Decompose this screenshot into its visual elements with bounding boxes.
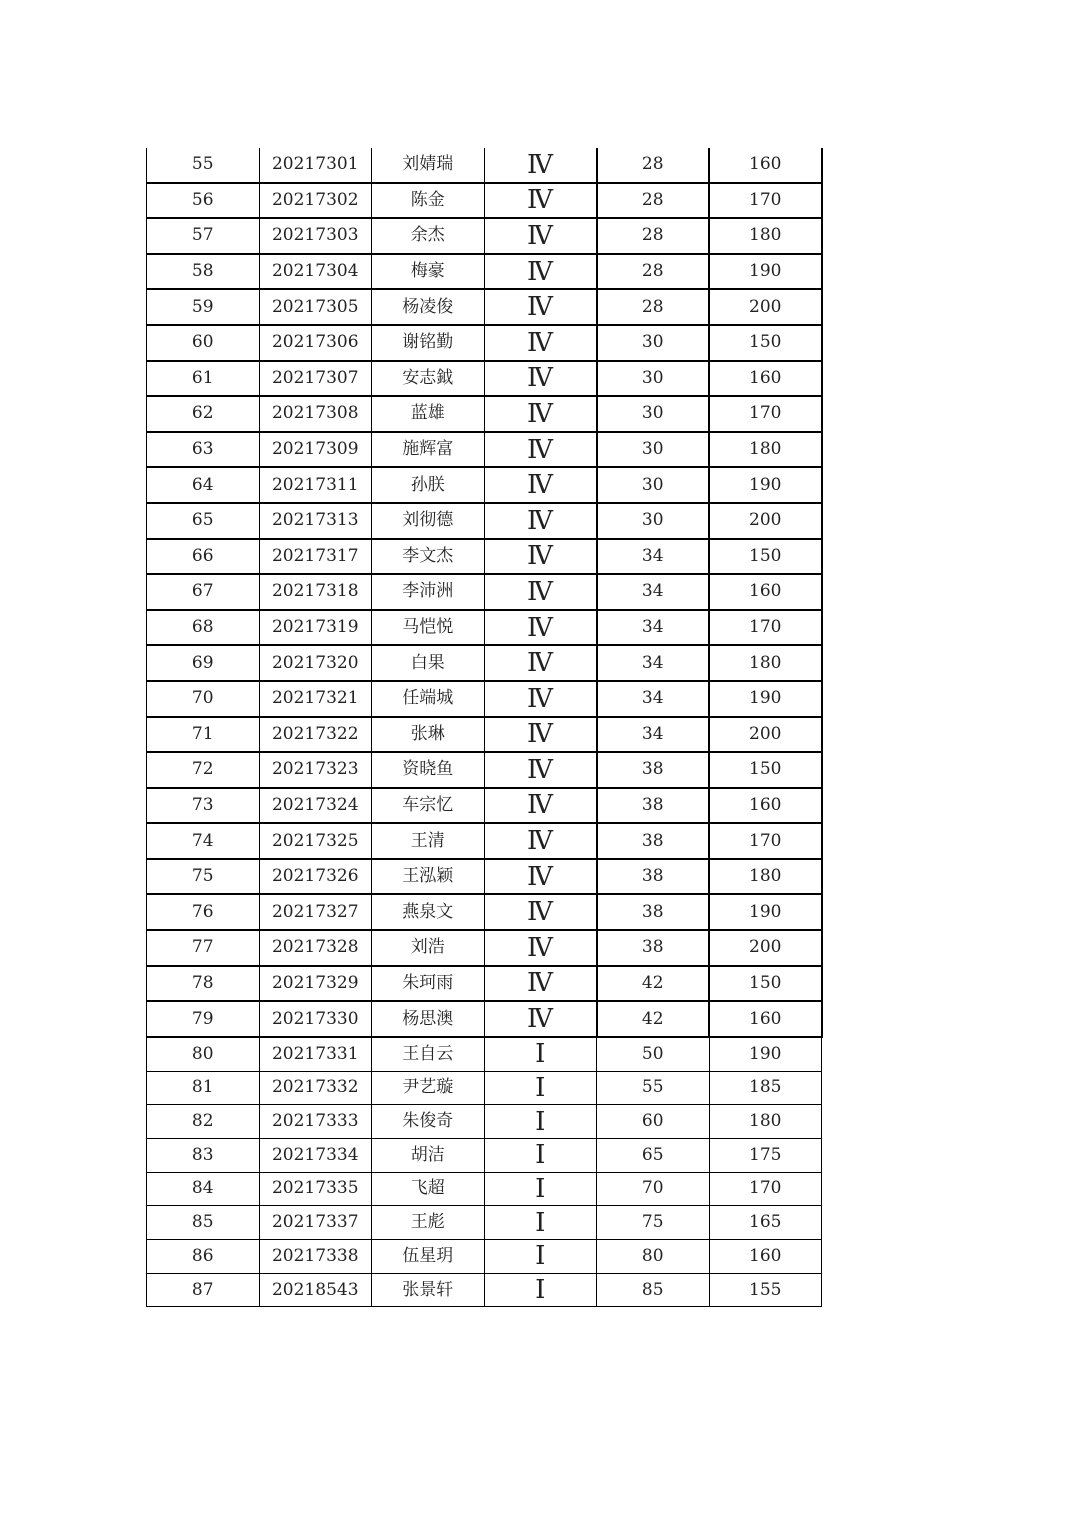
value-2-cell: 170	[709, 610, 822, 646]
student-id-cell: 20218543	[259, 1273, 372, 1307]
grade-cell: Ⅳ	[484, 503, 597, 539]
value-1-cell: 28	[597, 218, 710, 254]
student-id-cell: 20217320	[259, 645, 372, 681]
row-number-cell: 86	[147, 1239, 260, 1273]
student-name-cell: 杨思澳	[372, 1001, 485, 1037]
grade-cell: Ⅳ	[484, 539, 597, 575]
value-1-cell: 34	[597, 539, 710, 575]
grade-cell: Ⅳ	[484, 574, 597, 610]
row-number-cell: 76	[147, 894, 260, 930]
table-row	[147, 717, 822, 753]
row-number-cell: 75	[147, 859, 260, 895]
student-name-cell: 杨凌俊	[372, 289, 485, 325]
value-1-cell: 30	[597, 432, 710, 468]
row-number-cell: 66	[147, 539, 260, 575]
table-row	[147, 966, 822, 1002]
student-name-cell: 胡洁	[372, 1138, 485, 1172]
table-row	[147, 788, 822, 824]
student-id-cell: 20217304	[259, 254, 372, 290]
table-row	[147, 1172, 822, 1206]
table-row	[147, 218, 822, 254]
row-number-cell: 67	[147, 574, 260, 610]
student-id-cell: 20217328	[259, 930, 372, 966]
grade-cell: Ⅰ	[484, 1273, 597, 1307]
row-number-cell: 71	[147, 717, 260, 753]
value-1-cell: 28	[597, 148, 710, 183]
value-2-cell: 155	[709, 1273, 822, 1307]
value-2-cell: 175	[709, 1138, 822, 1172]
grade-cell: Ⅳ	[484, 218, 597, 254]
student-name-cell: 李沛洲	[372, 574, 485, 610]
student-id-cell: 20217318	[259, 574, 372, 610]
value-1-cell: 30	[597, 361, 710, 397]
student-id-cell: 20217322	[259, 717, 372, 753]
value-2-cell: 190	[709, 894, 822, 930]
value-1-cell: 34	[597, 574, 710, 610]
student-id-cell: 20217325	[259, 823, 372, 859]
value-2-cell: 180	[709, 645, 822, 681]
value-2-cell: 170	[709, 1172, 822, 1206]
value-1-cell: 80	[597, 1239, 710, 1273]
row-number-cell: 73	[147, 788, 260, 824]
grade-cell: Ⅳ	[484, 325, 597, 361]
grade-cell: Ⅰ	[484, 1138, 597, 1172]
value-2-cell: 165	[709, 1206, 822, 1240]
student-id-cell: 20217317	[259, 539, 372, 575]
value-1-cell: 28	[597, 254, 710, 290]
row-number-cell: 74	[147, 823, 260, 859]
value-1-cell: 38	[597, 788, 710, 824]
value-2-cell: 170	[709, 823, 822, 859]
value-2-cell: 150	[709, 752, 822, 788]
student-name-cell: 王彪	[372, 1206, 485, 1240]
row-number-cell: 64	[147, 467, 260, 503]
table-row	[147, 1273, 822, 1307]
student-name-cell: 燕泉文	[372, 894, 485, 930]
value-1-cell: 38	[597, 930, 710, 966]
student-id-cell: 20217307	[259, 361, 372, 397]
value-2-cell: 200	[709, 930, 822, 966]
grade-cell: Ⅰ	[484, 1071, 597, 1105]
student-name-cell: 王清	[372, 823, 485, 859]
student-id-cell: 20217324	[259, 788, 372, 824]
table-row	[147, 183, 822, 219]
table-row	[147, 1206, 822, 1240]
student-name-cell: 刘浩	[372, 930, 485, 966]
value-1-cell: 55	[597, 1071, 710, 1105]
row-number-cell: 87	[147, 1273, 260, 1307]
table-row	[147, 503, 822, 539]
student-id-cell: 20217334	[259, 1138, 372, 1172]
value-1-cell: 42	[597, 1001, 710, 1037]
student-name-cell: 余杰	[372, 218, 485, 254]
row-number-cell: 78	[147, 966, 260, 1002]
row-number-cell: 57	[147, 218, 260, 254]
table-row	[147, 752, 822, 788]
value-1-cell: 70	[597, 1172, 710, 1206]
value-1-cell: 38	[597, 859, 710, 895]
student-name-cell: 王自云	[372, 1037, 485, 1071]
grade-cell: Ⅰ	[484, 1239, 597, 1273]
student-name-cell: 资晓鱼	[372, 752, 485, 788]
value-2-cell: 170	[709, 396, 822, 432]
student-name-cell: 张景轩	[372, 1273, 485, 1307]
table-row	[147, 539, 822, 575]
grade-cell: Ⅳ	[484, 289, 597, 325]
row-number-cell: 72	[147, 752, 260, 788]
grade-cell: Ⅳ	[484, 859, 597, 895]
grade-cell: Ⅳ	[484, 148, 597, 183]
student-id-cell: 20217333	[259, 1105, 372, 1139]
student-name-cell: 蓝雄	[372, 396, 485, 432]
row-number-cell: 55	[147, 148, 260, 183]
student-name-cell: 梅豪	[372, 254, 485, 290]
table-row	[147, 467, 822, 503]
student-id-cell: 20217309	[259, 432, 372, 468]
grade-cell: Ⅳ	[484, 467, 597, 503]
table-row	[147, 610, 822, 646]
student-id-cell: 20217319	[259, 610, 372, 646]
value-2-cell: 160	[709, 1001, 822, 1037]
student-name-cell: 李文杰	[372, 539, 485, 575]
table-row	[147, 432, 822, 468]
student-id-cell: 20217327	[259, 894, 372, 930]
value-2-cell: 170	[709, 183, 822, 219]
student-id-cell: 20217305	[259, 289, 372, 325]
grade-cell: Ⅳ	[484, 894, 597, 930]
table-row	[147, 1001, 822, 1037]
value-1-cell: 34	[597, 717, 710, 753]
grade-cell: Ⅳ	[484, 1001, 597, 1037]
student-id-cell: 20217330	[259, 1001, 372, 1037]
row-number-cell: 70	[147, 681, 260, 717]
student-name-cell: 飞超	[372, 1172, 485, 1206]
student-id-cell: 20217311	[259, 467, 372, 503]
grade-cell: Ⅳ	[484, 396, 597, 432]
table-row	[147, 645, 822, 681]
student-name-cell: 任端城	[372, 681, 485, 717]
grade-cell: Ⅳ	[484, 645, 597, 681]
value-1-cell: 60	[597, 1105, 710, 1139]
student-name-cell: 尹艺璇	[372, 1071, 485, 1105]
value-2-cell: 160	[709, 148, 822, 183]
value-2-cell: 200	[709, 503, 822, 539]
value-1-cell: 28	[597, 183, 710, 219]
row-number-cell: 85	[147, 1206, 260, 1240]
student-name-cell: 刘婧瑞	[372, 148, 485, 183]
table-row	[147, 894, 822, 930]
table-row	[147, 254, 822, 290]
value-1-cell: 85	[597, 1273, 710, 1307]
grade-cell: Ⅳ	[484, 752, 597, 788]
value-1-cell: 38	[597, 823, 710, 859]
row-number-cell: 56	[147, 183, 260, 219]
value-1-cell: 34	[597, 645, 710, 681]
row-number-cell: 82	[147, 1105, 260, 1139]
grade-cell: Ⅳ	[484, 930, 597, 966]
student-name-cell: 车宗忆	[372, 788, 485, 824]
table-row	[147, 396, 822, 432]
student-table	[146, 148, 823, 1307]
grade-cell: Ⅳ	[484, 788, 597, 824]
value-2-cell: 190	[709, 1037, 822, 1071]
grade-cell: Ⅰ	[484, 1172, 597, 1206]
grade-cell: Ⅳ	[484, 966, 597, 1002]
grade-cell: Ⅳ	[484, 183, 597, 219]
table-row	[147, 148, 822, 183]
value-1-cell: 65	[597, 1138, 710, 1172]
student-id-cell: 20217338	[259, 1239, 372, 1273]
student-name-cell: 张琳	[372, 717, 485, 753]
student-id-cell: 20217308	[259, 396, 372, 432]
value-2-cell: 200	[709, 717, 822, 753]
row-number-cell: 83	[147, 1138, 260, 1172]
value-1-cell: 30	[597, 325, 710, 361]
grade-cell: Ⅳ	[484, 432, 597, 468]
row-number-cell: 63	[147, 432, 260, 468]
value-2-cell: 190	[709, 681, 822, 717]
value-2-cell: 190	[709, 467, 822, 503]
student-id-cell: 20217303	[259, 218, 372, 254]
student-id-cell: 20217335	[259, 1172, 372, 1206]
table-row	[147, 930, 822, 966]
student-id-cell: 20217332	[259, 1071, 372, 1105]
table-row	[147, 1037, 822, 1071]
value-1-cell: 28	[597, 289, 710, 325]
student-name-cell: 谢铭勤	[372, 325, 485, 361]
student-id-cell: 20217302	[259, 183, 372, 219]
row-number-cell: 81	[147, 1071, 260, 1105]
table-row	[147, 1239, 822, 1273]
table-row	[147, 823, 822, 859]
student-id-cell: 20217331	[259, 1037, 372, 1071]
grade-cell: Ⅰ	[484, 1037, 597, 1071]
value-1-cell: 38	[597, 894, 710, 930]
value-2-cell: 150	[709, 966, 822, 1002]
value-2-cell: 160	[709, 361, 822, 397]
table-row	[147, 325, 822, 361]
value-1-cell: 30	[597, 396, 710, 432]
grade-cell: Ⅰ	[484, 1206, 597, 1240]
student-name-cell: 陈金	[372, 183, 485, 219]
grade-cell: Ⅳ	[484, 717, 597, 753]
grade-cell: Ⅳ	[484, 681, 597, 717]
value-1-cell: 34	[597, 610, 710, 646]
value-2-cell: 150	[709, 325, 822, 361]
student-id-cell: 20217321	[259, 681, 372, 717]
student-name-cell: 伍星玥	[372, 1239, 485, 1273]
value-2-cell: 150	[709, 539, 822, 575]
table-row	[147, 1138, 822, 1172]
row-number-cell: 77	[147, 930, 260, 966]
value-2-cell: 160	[709, 1239, 822, 1273]
student-id-cell: 20217323	[259, 752, 372, 788]
row-number-cell: 60	[147, 325, 260, 361]
grade-cell: Ⅳ	[484, 823, 597, 859]
student-id-cell: 20217313	[259, 503, 372, 539]
value-1-cell: 30	[597, 467, 710, 503]
table-row	[147, 574, 822, 610]
student-name-cell: 施辉富	[372, 432, 485, 468]
student-id-cell: 20217306	[259, 325, 372, 361]
value-2-cell: 190	[709, 254, 822, 290]
student-name-cell: 孙朕	[372, 467, 485, 503]
grade-cell: Ⅰ	[484, 1105, 597, 1139]
table-row	[147, 681, 822, 717]
student-name-cell: 朱珂雨	[372, 966, 485, 1002]
student-id-cell: 20217329	[259, 966, 372, 1002]
student-id-cell: 20217301	[259, 148, 372, 183]
student-table-body	[147, 148, 822, 1307]
value-2-cell: 180	[709, 859, 822, 895]
value-2-cell: 200	[709, 289, 822, 325]
value-1-cell: 75	[597, 1206, 710, 1240]
student-name-cell: 白果	[372, 645, 485, 681]
row-number-cell: 80	[147, 1037, 260, 1071]
student-name-cell: 安志鉞	[372, 361, 485, 397]
grade-cell: Ⅳ	[484, 361, 597, 397]
value-2-cell: 180	[709, 432, 822, 468]
value-1-cell: 34	[597, 681, 710, 717]
table-row	[147, 289, 822, 325]
student-id-cell: 20217337	[259, 1206, 372, 1240]
student-name-cell: 朱俊奇	[372, 1105, 485, 1139]
value-2-cell: 160	[709, 574, 822, 610]
table-row	[147, 1105, 822, 1139]
row-number-cell: 58	[147, 254, 260, 290]
value-2-cell: 180	[709, 218, 822, 254]
row-number-cell: 62	[147, 396, 260, 432]
row-number-cell: 59	[147, 289, 260, 325]
value-1-cell: 38	[597, 752, 710, 788]
grade-cell: Ⅳ	[484, 610, 597, 646]
table-row	[147, 361, 822, 397]
row-number-cell: 84	[147, 1172, 260, 1206]
row-number-cell: 65	[147, 503, 260, 539]
grade-cell: Ⅳ	[484, 254, 597, 290]
row-number-cell: 68	[147, 610, 260, 646]
student-name-cell: 王泓颖	[372, 859, 485, 895]
value-2-cell: 180	[709, 1105, 822, 1139]
table-row	[147, 859, 822, 895]
row-number-cell: 61	[147, 361, 260, 397]
value-2-cell: 185	[709, 1071, 822, 1105]
student-name-cell: 刘彻德	[372, 503, 485, 539]
value-2-cell: 160	[709, 788, 822, 824]
value-1-cell: 50	[597, 1037, 710, 1071]
value-1-cell: 42	[597, 966, 710, 1002]
row-number-cell: 79	[147, 1001, 260, 1037]
row-number-cell: 69	[147, 645, 260, 681]
table-row	[147, 1071, 822, 1105]
student-id-cell: 20217326	[259, 859, 372, 895]
student-name-cell: 马恺悦	[372, 610, 485, 646]
value-1-cell: 30	[597, 503, 710, 539]
